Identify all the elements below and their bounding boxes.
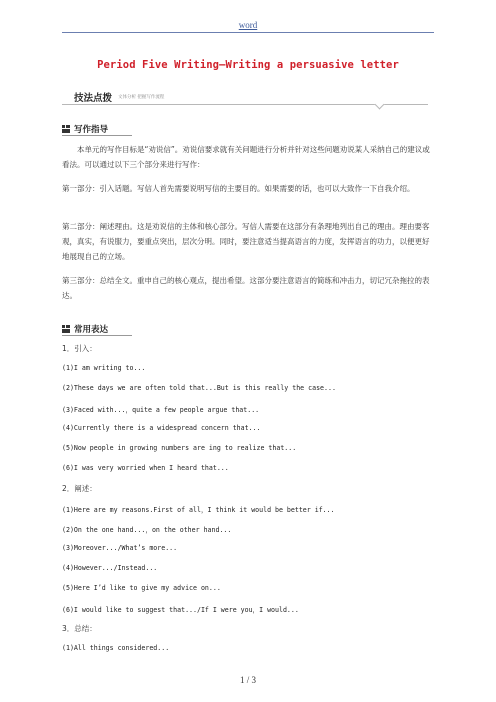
tech-subtitle: 文体分析 把握写作流程 — [118, 95, 165, 100]
list-item: (5)Here I’d like to give my advice on... — [62, 584, 221, 592]
list-item: (6)I would like to suggest that.../If I were you，I would... — [62, 606, 299, 614]
list-item: (1)Here are my reasons.First of all，I think it would be better if... — [62, 506, 335, 514]
heading-conclusion: 3．总结： — [62, 624, 97, 633]
section-writing-guide-rule — [62, 135, 132, 136]
list-item: (4)Currently there is a widespread concern that... — [62, 424, 261, 432]
section-writing-guide-title: 写作指导 — [74, 125, 109, 135]
paragraph-part-one: 第一部分：引入话题。写信人首先需要说明写信的主要目的。如果需要的话，也可以大致作一下自我介绍。 — [62, 184, 415, 193]
list-item: (2)These days we are often told that...But is this really the case... — [62, 384, 336, 392]
header-word: word — [238, 20, 258, 30]
list-item: (6)I was very worried when I heard that... — [62, 464, 229, 472]
paragraph-intro: 本单元的写作目标是“劝说信”。劝说信要求就有关问题进行分析并针对这些问题劝说某人采纳自己的建议或看法。可以通过以下三个部分来进行写作： — [62, 145, 430, 169]
tech-rule — [62, 104, 428, 105]
page-number: 1 / 3 — [239, 675, 256, 685]
tech-title: 技法点拨 — [74, 93, 113, 104]
list-item: (1)All things considered... — [62, 644, 170, 652]
list-item: (3)Moreover.../What’s more... — [62, 544, 178, 552]
heading-body: 2．阐述： — [62, 484, 97, 493]
section-writing-guide — [62, 123, 108, 135]
paragraph-part-two: 第二部分：阐述理由。这是劝说信的主体和核心部分。写信人需要在这部分有条理地列出自己的理由。理由要客观，真实，有说服力，要重点突出，层次分明。同时，要注意适当提高语言的力度，发挥语言的功力，以便更好地展现自己的立场。 — [62, 222, 430, 261]
page-title: Period Five Writing—Writing a persuasive letter — [97, 59, 399, 71]
list-item: (3)Faced with...，quite a few people argue that... — [62, 406, 260, 414]
tech-bar — [62, 90, 428, 104]
section-common-expressions — [62, 323, 108, 335]
section-square-icon — [62, 125, 70, 133]
heading-intro: 1．引入： — [62, 344, 97, 353]
list-item: (4)However.../Instead... — [62, 564, 158, 572]
tech-notch — [375, 100, 385, 110]
list-item: (1)I am writing to... — [62, 364, 146, 372]
list-item: (2)On the one hand...，on the other hand... — [62, 526, 232, 534]
section-common-expressions-rule — [62, 335, 132, 336]
paragraph-part-three: 第三部分：总结全文。重申自己的核心观点，提出希望。这部分要注意语言的简练和冲击力，切记冗杂拖拉的表达。 — [62, 276, 430, 300]
list-item: (5)Now people in growing numbers are ing to realize that... — [62, 444, 297, 452]
section-common-expressions-title: 常用表达 — [74, 325, 109, 335]
header-rule — [62, 32, 434, 33]
section-square-icon — [62, 325, 70, 333]
